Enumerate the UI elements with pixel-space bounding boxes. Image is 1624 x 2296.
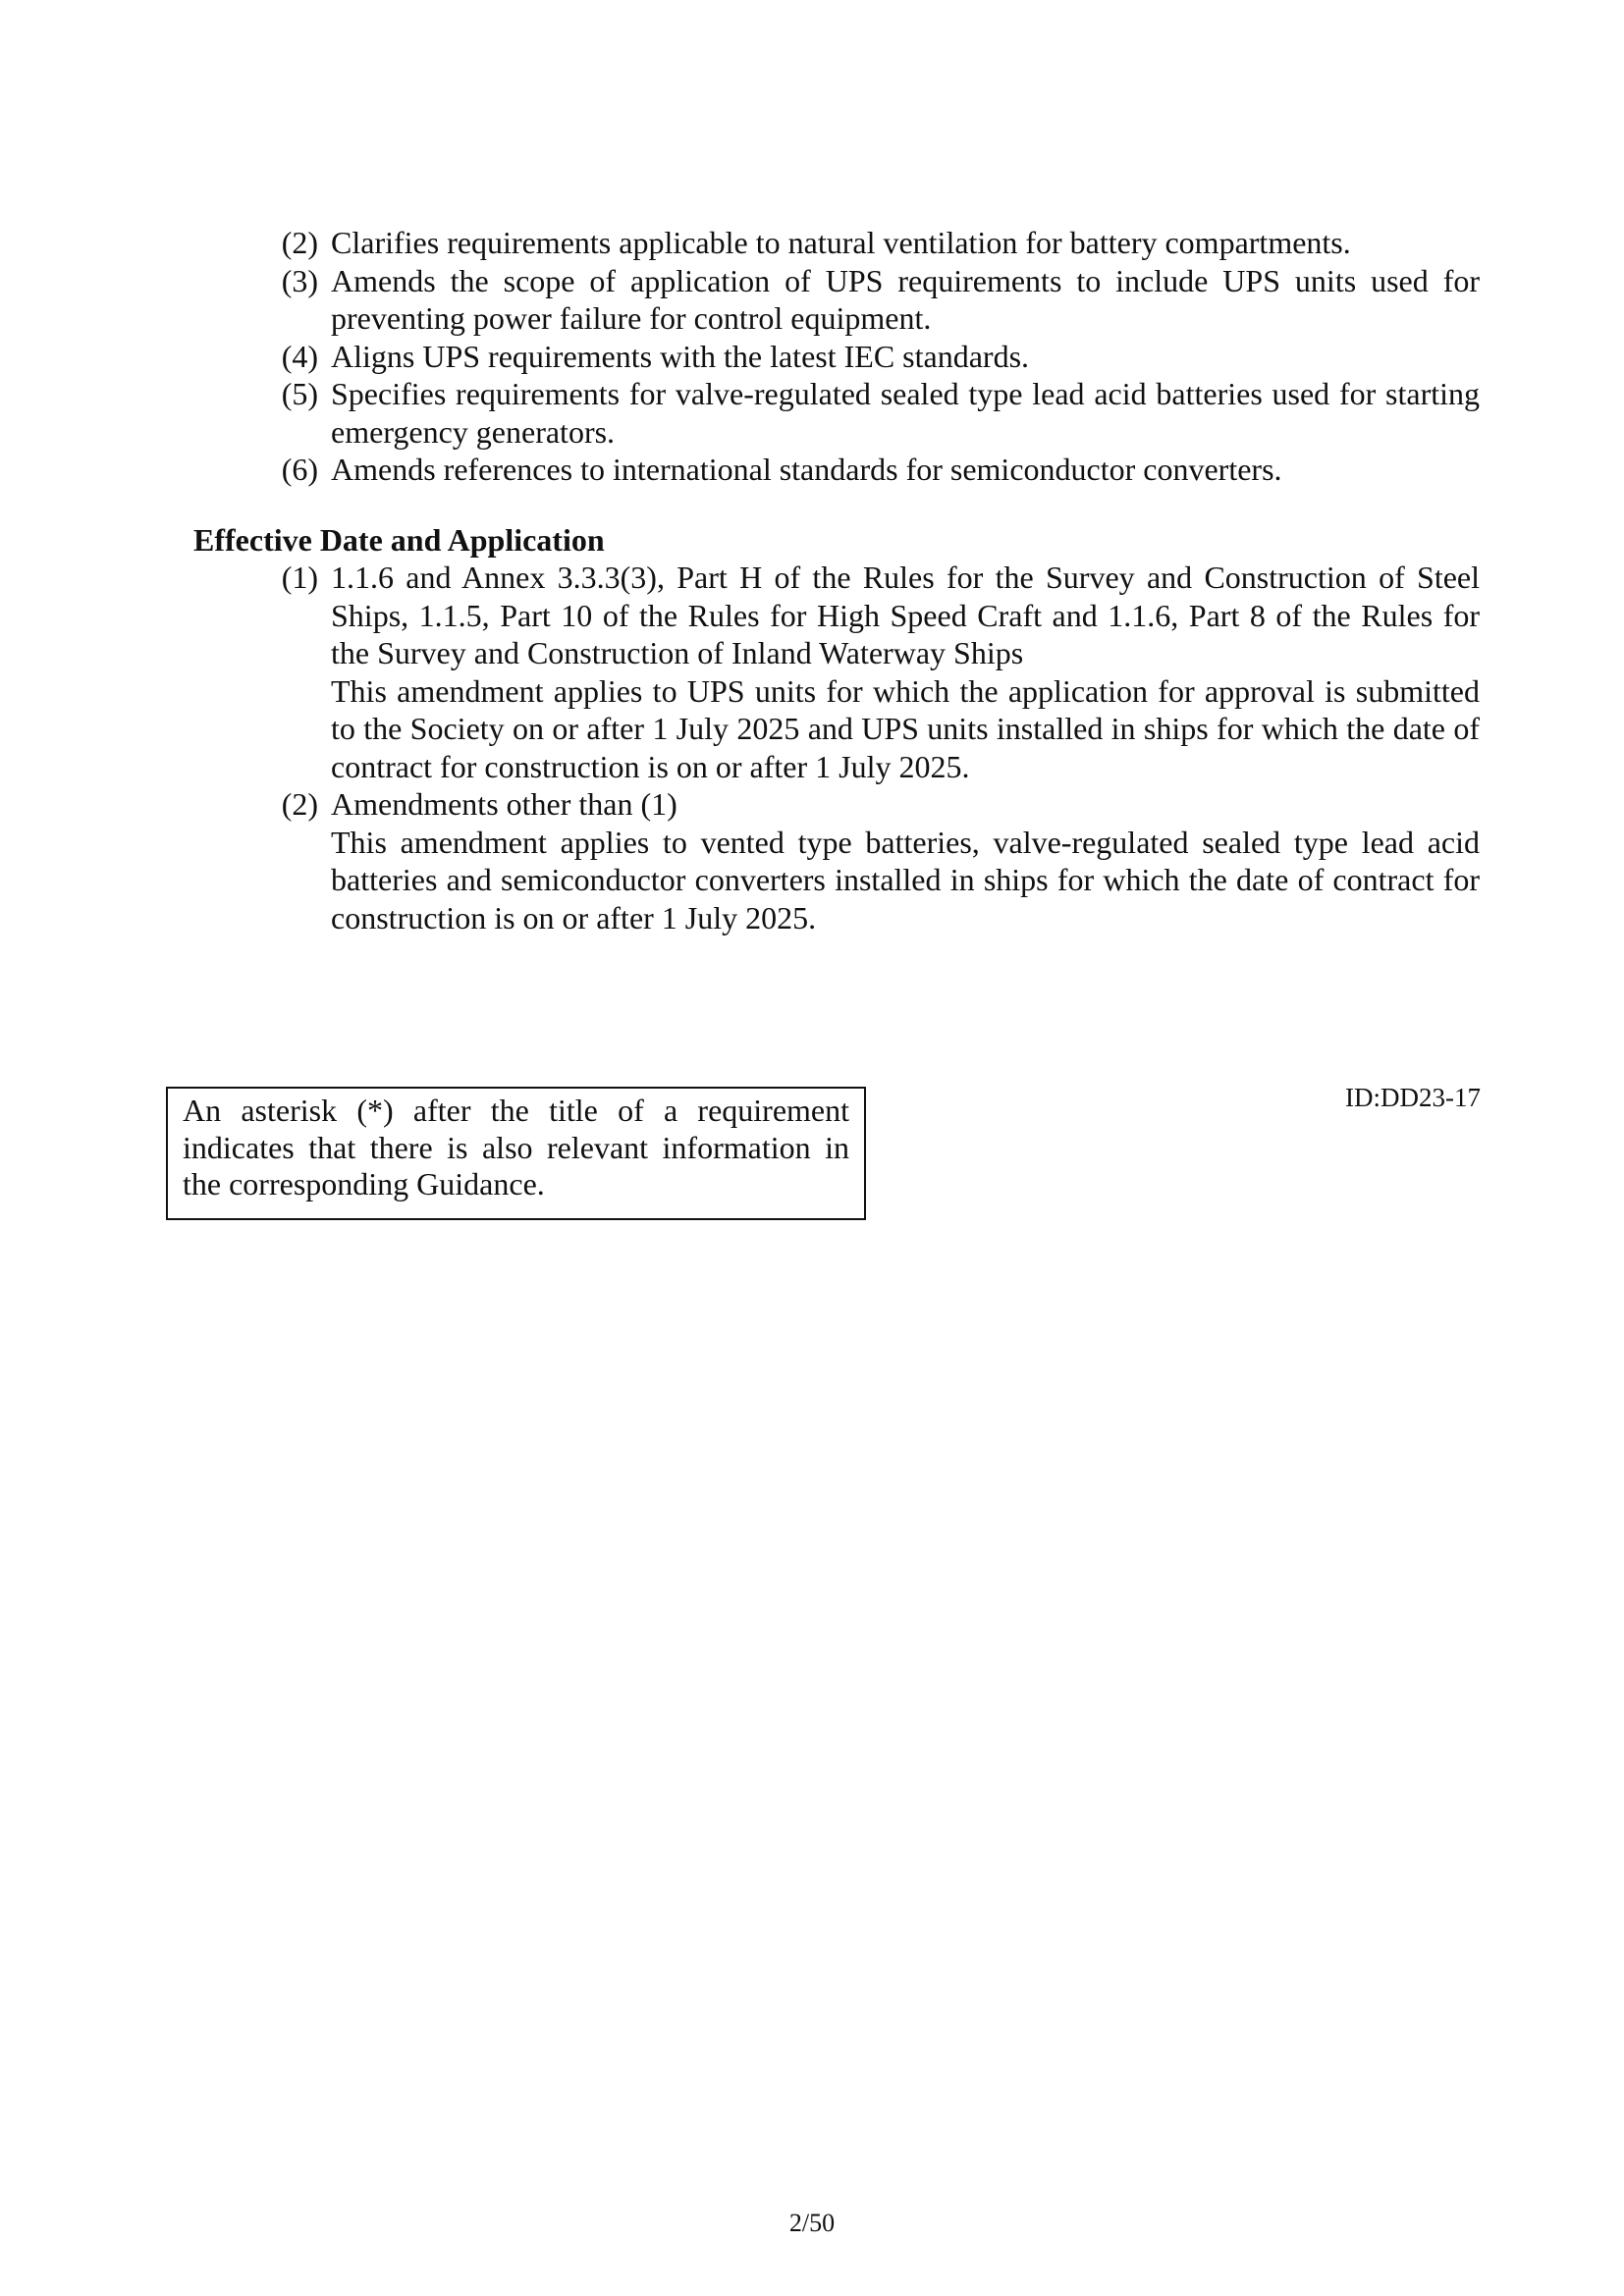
list-item-text: Clarifies requirements applicable to natural ventilation for battery compartments. [331, 225, 1351, 260]
effective-item-body: This amendment applies to UPS units for which the application for approval is submitted to the Society on or after 1 July 2025 and UPS units installed in ships for which the date of contract for construction is on or after 1 July 2025. [331, 672, 1480, 784]
list-item-text: Aligns UPS requirements with the latest IEC standards. [331, 338, 1030, 374]
effective-item [193, 785, 1480, 936]
effective-item-number: (1) [281, 560, 318, 595]
list-item-number: (5) [281, 376, 318, 411]
list-item [193, 262, 1480, 338]
section-heading-effective-date: Effective Date and Application [193, 521, 605, 558]
list-item-text: Amends the scope of application of UPS requirements to include UPS units used for preventing power failure for control equipment. [331, 262, 1480, 336]
effective-item-body: This amendment applies to vented type batteries, valve-regulated sealed type lead acid batteries and semiconductor converters installed in ships for which the date of contract for construction is on or after 1 July 2025. [331, 824, 1480, 935]
list-item-number: (2) [281, 225, 318, 260]
asterisk-note-box: An asterisk (*) after the title of a requirement indicates that there is also relevant information in the corresponding Guidance. [166, 1087, 866, 1220]
list-item [193, 451, 1480, 489]
list-item-number: (6) [281, 452, 318, 487]
list-item-number: (4) [281, 338, 318, 374]
effective-item-content [331, 785, 1480, 936]
effective-item-number: (2) [281, 786, 318, 822]
effective-item [193, 559, 1480, 785]
list-item [193, 338, 1480, 376]
page-content [193, 224, 1480, 936]
effective-item-content [331, 559, 1480, 785]
list-item-text: Amends references to international standards for semiconductor converters. [331, 452, 1282, 487]
document-id: ID:DD23-17 [1345, 1083, 1481, 1112]
list-item [193, 375, 1480, 451]
page-number: 2/50 [788, 2209, 836, 2237]
list-item-number: (3) [281, 262, 318, 298]
list-item [193, 224, 1480, 262]
effective-item-title: Amendments other than (1) [331, 786, 677, 822]
list-item-text: Specifies requirements for valve-regulated sealed type lead acid batteries used for starting emergency generators. [331, 376, 1480, 450]
effective-item-title: 1.1.6 and Annex 3.3.3(3), Part H of the Rules for the Survey and Construction of Steel Ships, 1.1.5, Part 10 of the Rules for High Speed Craft and 1.1.6, Part 8 of the Rules for the Survey and Construction of Inland Waterway Ships [331, 560, 1480, 670]
